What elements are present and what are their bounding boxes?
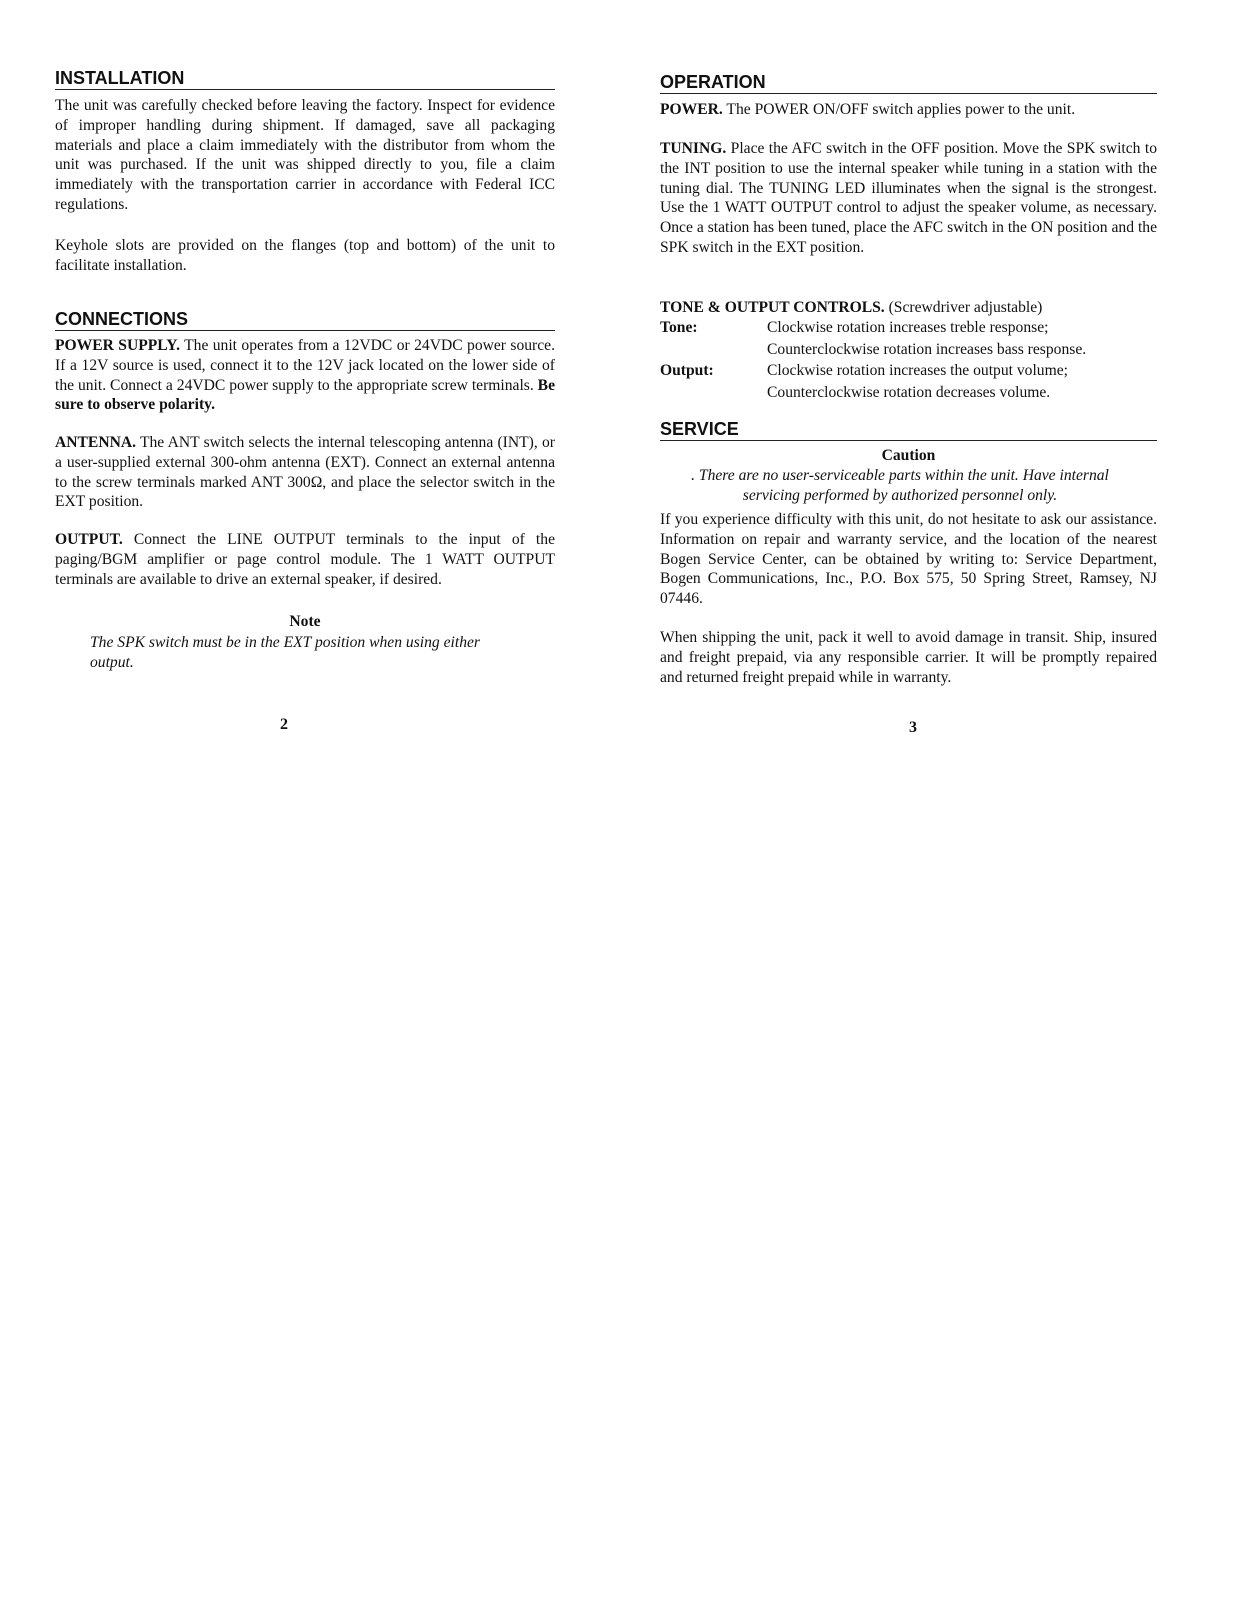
output-row-2	[660, 382, 1157, 404]
tone-label: Tone:	[660, 319, 698, 336]
service-paragraph-1: If you experience difficulty with this unit, do not hesitate to ask our assistance. Information on repair and warranty service, and the location of the nearest Bogen Service Center, can be obtained by writing to: Service Department, Bogen Communications, Inc., P.O. Box 575, 50 Spring Street, Ramsey, NJ 07446.	[660, 511, 1157, 608]
power-paragraph	[660, 100, 1157, 120]
power-supply-text: The unit operates from a 12VDC or 24VDC power source. If a 12V source is used, connect it to the 12V jack located on the lower side of the unit. Connect a 24VDC power supply to the appropriate screw terminals.	[55, 337, 555, 394]
power-supply-paragraph	[55, 336, 555, 415]
antenna-text: The ANT switch selects the internal telescoping antenna (INT), or a user-supplied external 300-ohm antenna (EXT). Connect an external antenna to the screw terminals marked ANT 300Ω, and place the selector switch in the EXT position.	[55, 434, 555, 511]
power-supply-lead: POWER SUPPLY.	[55, 337, 180, 354]
caution-text: . There are no user-serviceable parts within the unit. Have internal servicing performed by authorized personnel only.	[691, 467, 1109, 504]
tone-row	[660, 317, 1157, 339]
tone-output-lead: TONE & OUTPUT CONTROLS.	[660, 299, 885, 316]
tone-output-paragraph	[660, 298, 1157, 318]
connections-heading: CONNECTIONS	[55, 309, 555, 331]
caution-label: Caution	[881, 447, 936, 464]
tuning-lead: TUNING.	[660, 140, 727, 157]
output-text: Connect the LINE OUTPUT terminals to the input of the paging/BGM amplifier or page control module. The 1 WATT OUTPUT terminals are available to drive an external speaker, if desired.	[55, 531, 555, 588]
output-label: Output:	[660, 362, 714, 379]
tuning-paragraph	[660, 139, 1157, 258]
installation-paragraph-2: Keyhole slots are provided on the flanges (top and bottom) of the unit to facilitate installation.	[55, 237, 555, 274]
installation-heading: INSTALLATION	[55, 68, 555, 90]
service-paragraph-2: When shipping the unit, pack it well to avoid damage in transit. Ship, insured and freight prepaid, via any responsible carrier. It will be promptly repaired and returned freight prepaid while in warranty.	[660, 629, 1157, 686]
output-line-1: Clockwise rotation increases the output volume;	[767, 362, 1068, 379]
page-number-right: 3	[909, 719, 917, 736]
controls-table	[660, 317, 1157, 403]
power-text: The POWER ON/OFF switch applies power to the unit.	[722, 101, 1076, 118]
tuning-text: Place the AFC switch in the OFF position. Move the SPK switch to the INT position to use the internal speaker while tuning in a station with the tuning dial. The TUNING LED illuminates when the signal is the strongest. Use the 1 WATT OUTPUT control to adjust the speaker volume, as necessary. Once a station has been tuned, place the AFC switch in the ON position and the SPK switch in the EXT position.	[660, 140, 1157, 256]
operation-heading: OPERATION	[660, 72, 1157, 94]
output-paragraph	[55, 530, 555, 589]
note-label: Note	[289, 613, 321, 630]
tone-line-1: Clockwise rotation increases treble response;	[767, 319, 1049, 336]
output-row	[660, 360, 1157, 382]
output-lead: OUTPUT.	[55, 531, 123, 548]
tone-row-2	[660, 339, 1157, 361]
service-heading: SERVICE	[660, 419, 1157, 441]
note-text: The SPK switch must be in the EXT position when using either output.	[90, 634, 480, 671]
antenna-lead: ANTENNA.	[55, 434, 137, 451]
output-line-2: Counterclockwise rotation decreases volume.	[767, 383, 1051, 401]
tone-output-text: (Screwdriver adjustable)	[884, 299, 1043, 316]
installation-paragraph-1: The unit was carefully checked before leaving the factory. Inspect for evidence of improper handling during shipment. If damaged, save all packaging materials and place a claim immediately with the distributor from whom the unit was purchased. If the unit was shipped directly to you, file a claim immediately with the transportation carrier in accordance with Federal ICC regulations.	[55, 97, 555, 213]
polarity-warning: Be sure to observe polarity.	[55, 376, 555, 414]
tone-line-2: Counterclockwise rotation increases bass response.	[767, 340, 1087, 358]
antenna-paragraph	[55, 433, 555, 512]
power-lead: POWER.	[660, 101, 723, 118]
page-number-left: 2	[280, 716, 288, 733]
